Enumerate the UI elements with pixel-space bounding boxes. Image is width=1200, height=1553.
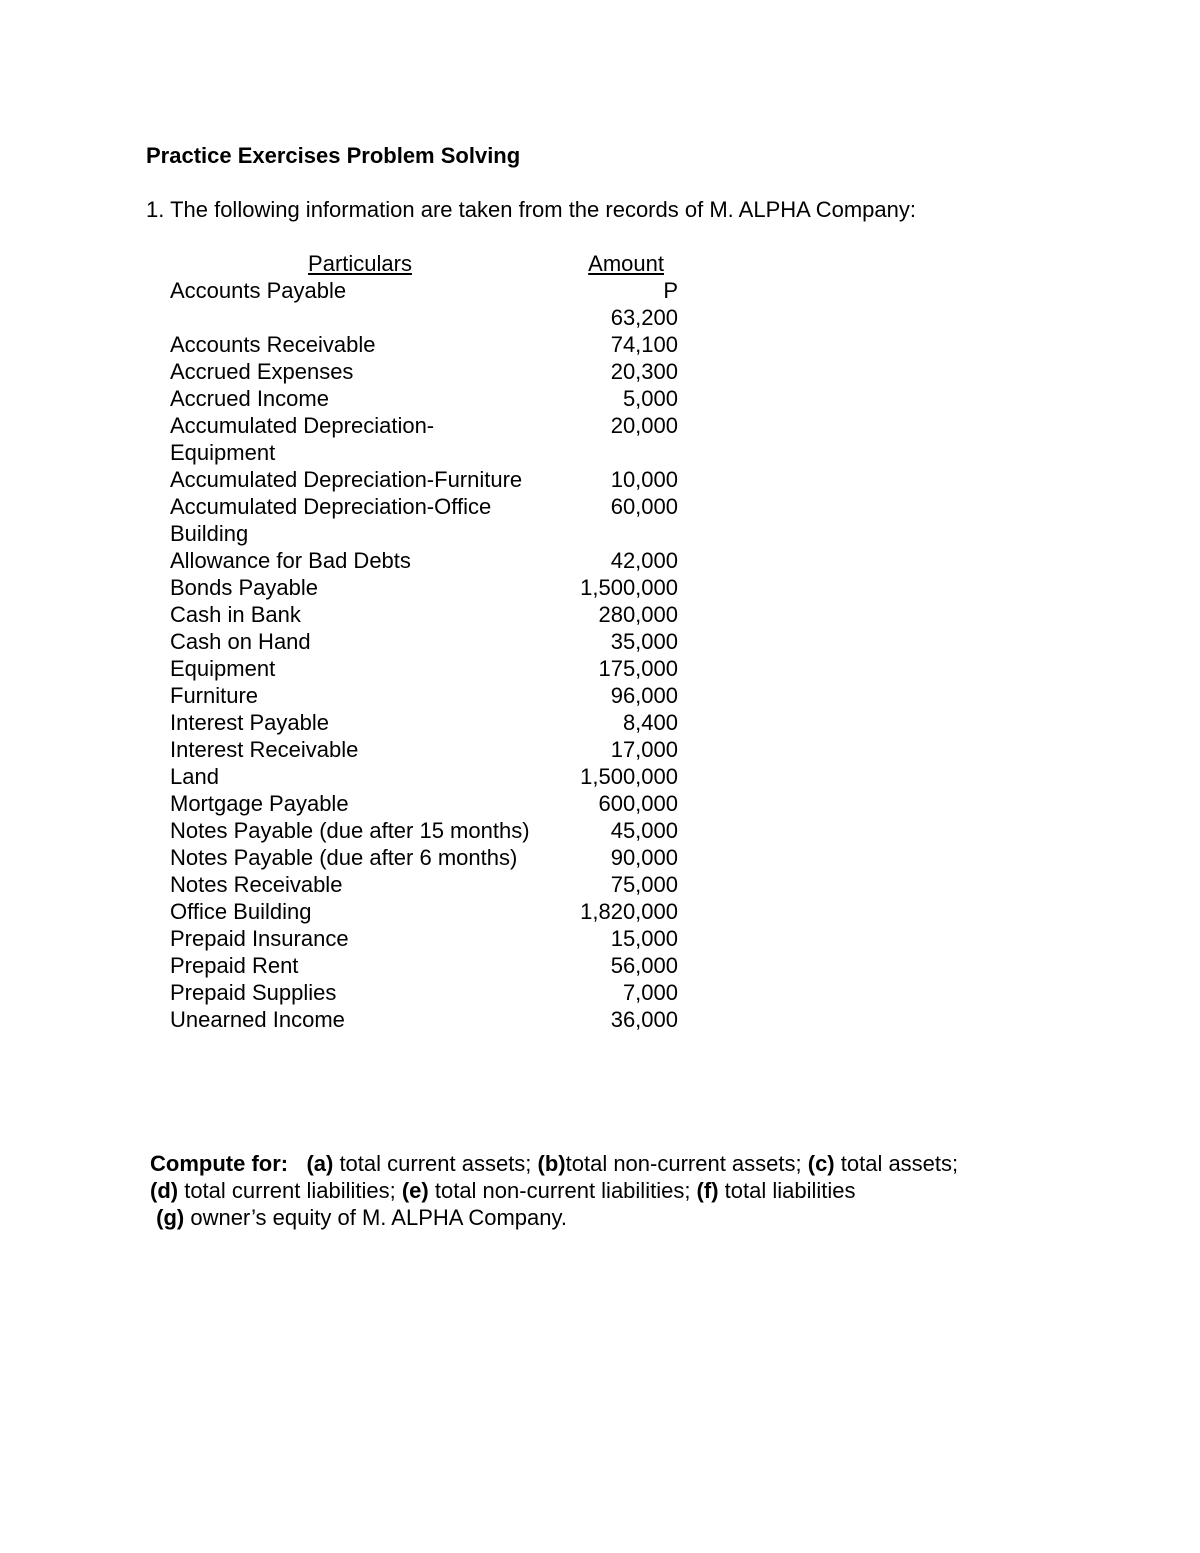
account-amount: 45,000 [610, 818, 678, 843]
table-row [170, 925, 678, 952]
table-row [170, 493, 678, 547]
compute-text-c: total assets; [834, 1151, 959, 1176]
table-row [170, 655, 678, 682]
account-amount: 56,000 [610, 953, 678, 978]
account-amount: 20,000 [610, 413, 678, 438]
account-name: Accrued Income [170, 386, 329, 411]
currency-symbol: P [663, 278, 678, 303]
table-header-row [170, 250, 678, 277]
compute-text-f: total liabilities [718, 1178, 856, 1203]
account-amount: 5,000 [622, 386, 678, 411]
account-amount: 42,000 [610, 548, 678, 573]
account-amount: 75,000 [610, 872, 678, 897]
amount-header: Amount [588, 251, 664, 276]
table-row [170, 358, 678, 385]
table-row [170, 331, 678, 358]
account-name: Notes Payable (due after 6 months) [170, 845, 518, 870]
account-amount: 20,300 [610, 359, 678, 384]
compute-text-g: owner’s equity of M. ALPHA Company. [184, 1205, 567, 1230]
table-row [170, 385, 678, 412]
table-row [170, 844, 678, 871]
account-name: Equipment [170, 656, 276, 681]
table-row [170, 736, 678, 763]
account-name: Interest Receivable [170, 737, 359, 762]
account-amount: 175,000 [598, 656, 678, 681]
table-row [170, 574, 678, 601]
account-amount: 74,100 [610, 332, 678, 357]
account-amount: P 63,200 [550, 277, 678, 331]
accounts-table [170, 250, 678, 1033]
account-name: Accumulated Depreciation-Equipment [170, 413, 435, 465]
table-row [170, 817, 678, 844]
compute-text-e: total non-current liabilities; [428, 1178, 697, 1203]
account-amount: 15,000 [610, 926, 678, 951]
account-name: Interest Payable [170, 710, 329, 735]
account-name: Cash in Bank [170, 602, 301, 627]
account-name: Cash on Hand [170, 629, 311, 654]
table-row [170, 466, 678, 493]
account-amount: 280,000 [598, 602, 678, 627]
compute-key-g: (g) [156, 1205, 185, 1230]
account-amount: 1,500,000 [580, 764, 678, 789]
account-name: Accumulated Depreciation-Furniture [170, 467, 523, 492]
account-name: Accrued Expenses [170, 359, 354, 384]
account-amount: 7,000 [622, 980, 678, 1005]
table-row [170, 628, 678, 655]
table-row [170, 277, 678, 331]
account-amount: 600,000 [598, 791, 678, 816]
compute-key-f: (f) [696, 1178, 719, 1203]
account-name: Prepaid Insurance [170, 926, 349, 951]
table-row [170, 412, 678, 466]
compute-key-d: (d) [150, 1178, 179, 1203]
table-row [170, 790, 678, 817]
table-row [170, 601, 678, 628]
compute-key-c: (c) [807, 1151, 835, 1176]
account-name: Office Building [170, 899, 312, 924]
page-title: Practice Exercises Problem Solving [146, 143, 521, 168]
account-name: Land [170, 764, 219, 789]
table-row [170, 979, 678, 1006]
account-amount: 60,000 [610, 494, 678, 519]
compute-text-a: total current assets; [333, 1151, 538, 1176]
compute-key-e: (e) [401, 1178, 429, 1203]
compute-lead: Compute for: [150, 1151, 289, 1176]
compute-instructions [150, 1150, 1050, 1231]
account-amount: 35,000 [610, 629, 678, 654]
compute-text-d: total current liabilities; [178, 1178, 402, 1203]
table-row [170, 1006, 678, 1033]
problem-intro: 1. The following information are taken from the records of M. ALPHA Company: [146, 197, 916, 222]
table-row [170, 871, 678, 898]
account-amount: 96,000 [610, 683, 678, 708]
account-name: Notes Receivable [170, 872, 343, 897]
account-amount: 10,000 [610, 467, 678, 492]
table-row [170, 682, 678, 709]
compute-key-a: (a) [306, 1151, 334, 1176]
account-name: Notes Payable (due after 15 months) [170, 818, 530, 843]
account-name: Prepaid Supplies [170, 980, 337, 1005]
compute-key-b: (b) [537, 1151, 566, 1176]
account-amount: 1,820,000 [580, 899, 678, 924]
account-amount: 36,000 [610, 1007, 678, 1032]
account-amount: 90,000 [610, 845, 678, 870]
account-amount: 17,000 [610, 737, 678, 762]
table-row [170, 763, 678, 790]
account-name: Accumulated Depreciation-Office Building [170, 494, 492, 546]
account-name: Prepaid Rent [170, 953, 299, 978]
account-amount: 1,500,000 [580, 575, 678, 600]
account-name: Unearned Income [170, 1007, 345, 1032]
compute-text-b: total non-current assets; [565, 1151, 808, 1176]
account-name: Bonds Payable [170, 575, 318, 600]
account-name: Accounts Receivable [170, 332, 376, 357]
account-name: Allowance for Bad Debts [170, 548, 411, 573]
account-name: Mortgage Payable [170, 791, 349, 816]
table-row [170, 709, 678, 736]
account-name: Accounts Payable [170, 278, 347, 303]
table-row [170, 898, 678, 925]
table-row [170, 952, 678, 979]
table-row [170, 547, 678, 574]
account-name: Furniture [170, 683, 259, 708]
account-amount: 8,400 [622, 710, 678, 735]
particulars-header: Particulars [308, 251, 412, 276]
